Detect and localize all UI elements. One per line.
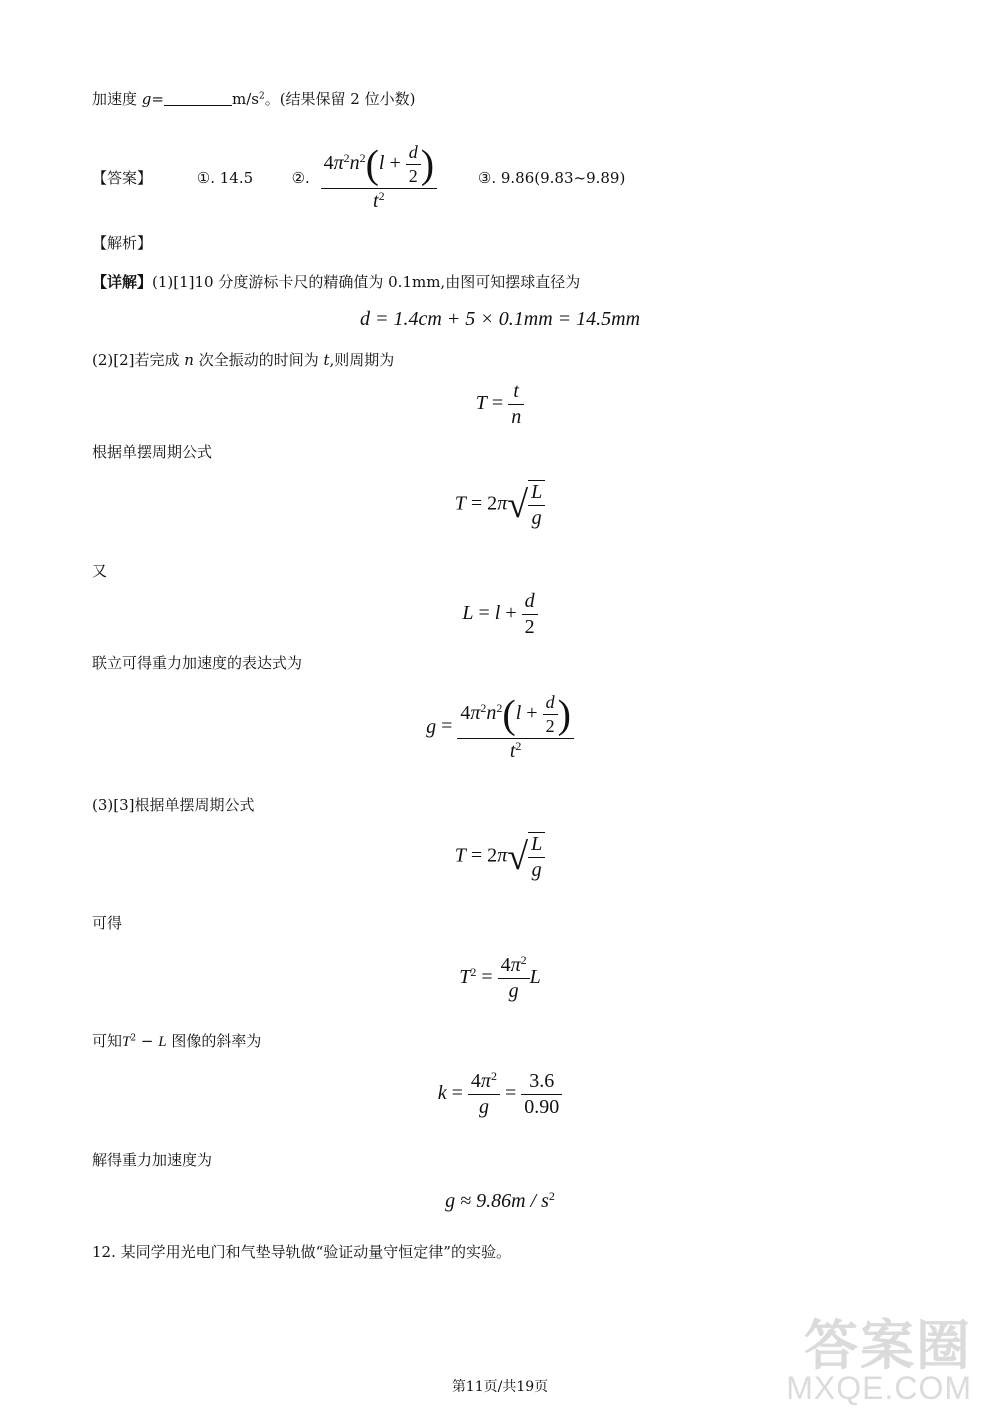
part2-line: [92, 349, 394, 370]
equation-result-text: g ≈ 9.86m / s: [445, 1190, 549, 1212]
text-combine: 联立可得重力加速度的表达式为: [92, 654, 303, 672]
watermark-top: 答案圈: [804, 1313, 972, 1377]
equation-pendulum-1: T = 2π√ $\frac{L}{g}$: [0, 480, 1000, 530]
text-also: 又: [92, 562, 108, 580]
text-formula-1: 根据单摆周期公式: [92, 443, 213, 461]
equation-result: $g \approx 9.86m / s^2$: [445, 1188, 555, 1212]
answer-1: ①. 14.5: [196, 168, 254, 187]
part2-n: n: [184, 351, 194, 369]
answer-line: [92, 142, 625, 213]
question-tail: [92, 88, 415, 109]
part2-mid: 次全振动的时间为: [193, 351, 324, 369]
question-tail-unit-sup: 2: [258, 91, 265, 102]
part2-post: ,则周期为: [329, 351, 395, 369]
detail-label: 【详解】: [92, 273, 153, 291]
answer-3: ③. 9.86(9.83~9.89): [477, 168, 626, 187]
slope-line: 可知$T^2 - L$ 图像的斜率为: [92, 1032, 262, 1050]
slope-mid: 图像的斜率为: [166, 1032, 262, 1050]
equation-slope: k = $\frac{4\pi^2}{g}$ = $\frac{3.6}{0.90}$: [0, 1070, 1000, 1119]
question-tail-pre: 加速度: [92, 90, 142, 108]
equation-length: L = l + $\frac{d}{2}$: [0, 590, 1000, 639]
text-obtain: 可得: [92, 914, 123, 932]
slope-num: 3.6: [529, 1070, 555, 1092]
question-tail-eq: =: [151, 90, 164, 108]
slope-pre: 可知: [92, 1032, 123, 1050]
answer-blank: [164, 91, 232, 106]
watermark-bottom: MXQE.COM: [786, 1370, 972, 1406]
answer-2-formula: $4\pi^2n^2(l$ + $\frac{d}{2}$ ) $t^2$: [321, 142, 438, 213]
text-solve: 解得重力加速度为: [92, 1151, 213, 1169]
question-12: 12. 某同学用光电门和气垫导轨做“验证动量守恒定律”的实验。: [92, 1243, 511, 1261]
answer-label: 【答案】: [92, 169, 153, 187]
detail-text: (1)[1]10 分度游标卡尺的精确值为 0.1mm,由图可知摆球直径为: [152, 273, 581, 291]
equation-d-text: d = 1.4cm + 5 × 0.1mm = 14.5mm: [359, 308, 641, 330]
page-footer: 第11页/共19页: [451, 1379, 549, 1395]
slope-den: 0.90: [521, 1094, 562, 1119]
text-part3: (3)[3]根据单摆周期公式: [92, 796, 255, 814]
equation-t-squared: $T^2$ = $\frac{4\pi^2}{g}$ L: [459, 952, 541, 1002]
question-tail-post: 。(结果保留 2 位小数): [264, 90, 416, 108]
equation-pendulum-2: T = 2π√ $\frac{L}{g}$: [0, 832, 1000, 882]
answer-2-prefix: ②.: [291, 168, 310, 187]
question-tail-var: g: [141, 90, 152, 108]
equation-period: T = $\frac{t}{n}$: [0, 380, 1000, 429]
equation-d: [0, 308, 1000, 331]
part2-t: t: [323, 351, 330, 369]
part2-pre: (2)[2]若完成: [92, 351, 185, 369]
detail-line: [92, 271, 580, 292]
question-tail-unit: m/s: [231, 90, 259, 108]
equation-g-expression: g = $4\pi^2n^2(l$ + $\frac{d}{2}$ ) $t^2$: [0, 692, 1000, 763]
analysis-label: 【解析】: [92, 234, 153, 252]
